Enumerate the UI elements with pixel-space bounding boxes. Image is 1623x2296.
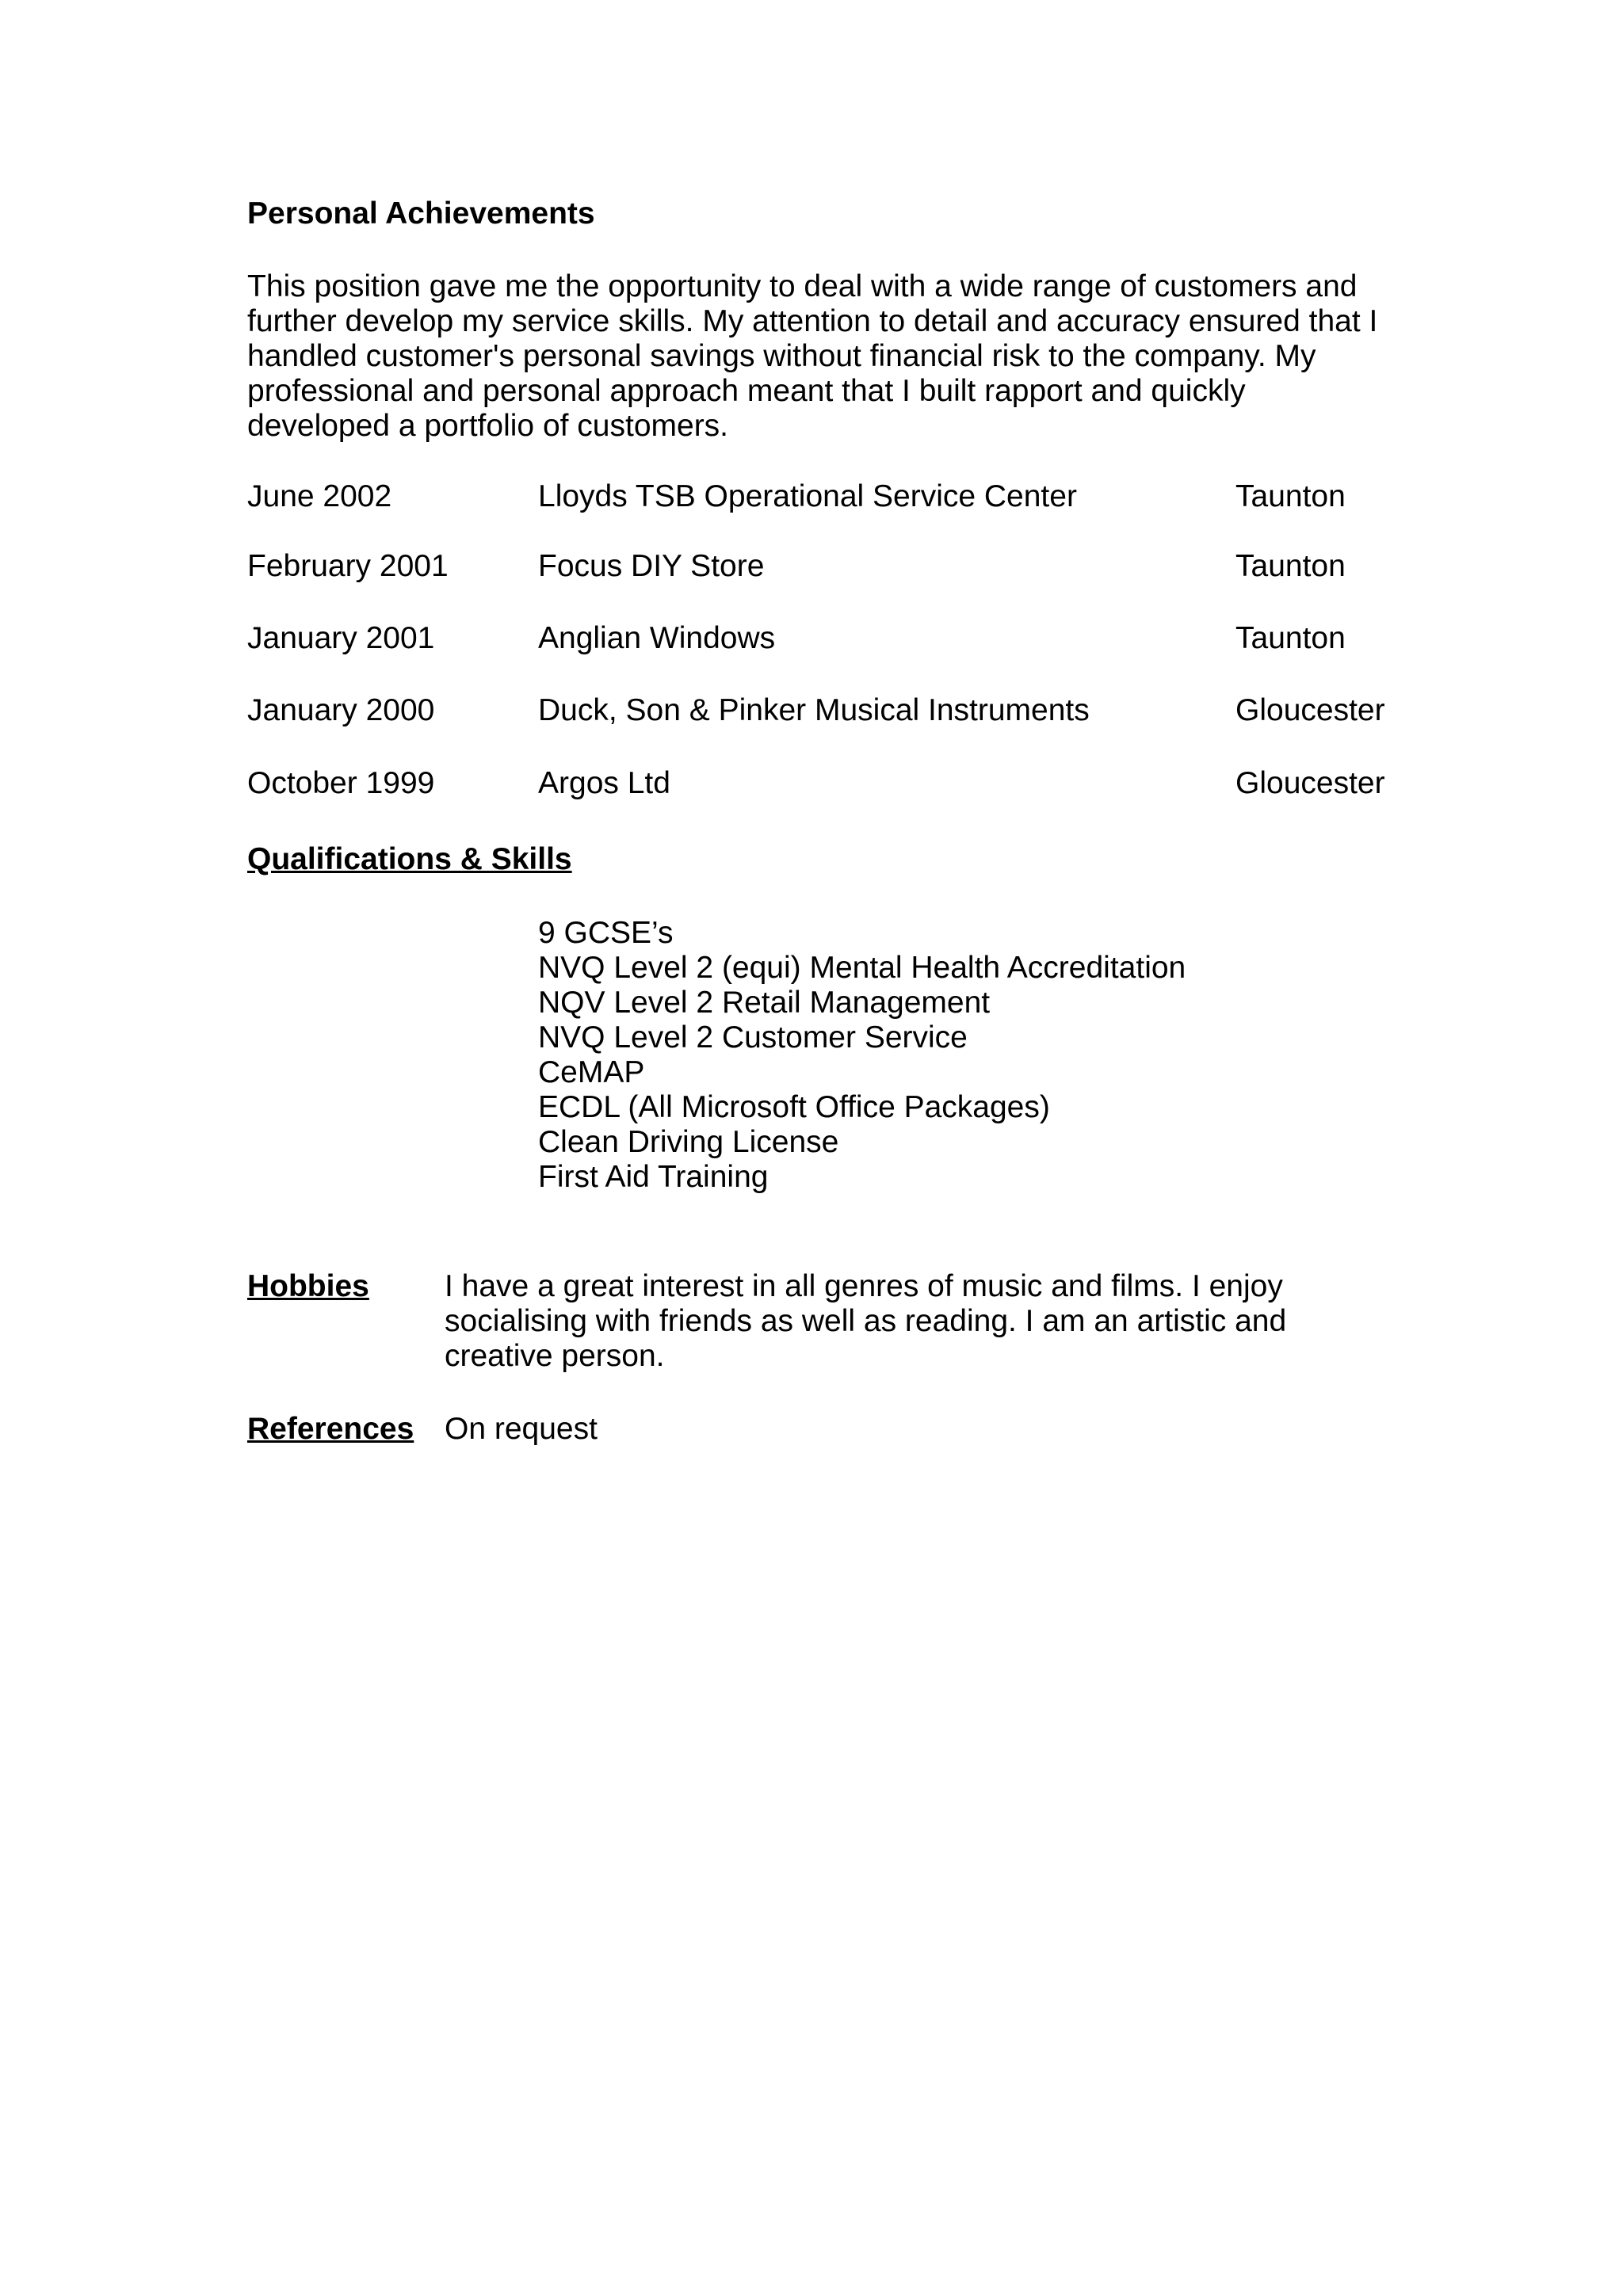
hobbies-text: I have a great interest in all genres of music and films. I enjoy socialising with friends as well as reading. I am an artistic and creative person. [445, 1269, 1287, 1373]
employment-date: January 2001 [247, 621, 435, 655]
qualification-item: NVQ Level 2 (equi) Mental Health Accreditation [538, 951, 1186, 985]
employment-employer: Anglian Windows [538, 621, 776, 655]
employment-row [247, 766, 1396, 801]
references-text: On request [445, 1412, 598, 1446]
employment-row [247, 621, 1396, 656]
qualification-item: First Aid Training [538, 1160, 769, 1194]
employment-date: October 1999 [247, 766, 435, 800]
employment-employer: Duck, Son & Pinker Musical Instruments [538, 693, 1090, 727]
qualification-item: CeMAP [538, 1055, 645, 1089]
employment-row [247, 549, 1396, 584]
employment-location: Taunton [1235, 621, 1346, 655]
qualifications-list [538, 916, 1186, 1195]
qualification-item: NQV Level 2 Retail Management [538, 986, 991, 1020]
qualification-item: ECDL (All Microsoft Office Packages) [538, 1090, 1050, 1124]
employment-date: February 2001 [247, 549, 449, 583]
hobbies-label: Hobbies [247, 1269, 369, 1303]
references-label: References [247, 1412, 414, 1446]
employment-date: June 2002 [247, 479, 392, 513]
employment-location: Gloucester [1235, 693, 1385, 727]
employment-employer: Argos Ltd [538, 766, 670, 800]
achievements-paragraph: This position gave me the opportunity to deal with a wide range of customers and further develop my service skills. My attention to detail and accuracy ensured that I handled customer's personal savings without financial risk to the company. My professional and personal approach meant that I built rapport and quickly developed a portfolio of customers. [247, 269, 1378, 443]
qualification-item: NVQ Level 2 Customer Service [538, 1020, 968, 1055]
achievements-heading: Personal Achievements [247, 196, 595, 231]
employment-row [247, 693, 1396, 728]
employment-location: Gloucester [1235, 766, 1385, 800]
employment-location: Taunton [1235, 479, 1346, 513]
employment-row [247, 479, 1396, 514]
qualifications-heading: Qualifications & Skills [247, 842, 572, 876]
employment-location: Taunton [1235, 549, 1346, 583]
qualification-item: Clean Driving License [538, 1125, 839, 1159]
employment-date: January 2000 [247, 693, 435, 727]
employment-employer: Focus DIY Store [538, 549, 765, 583]
employment-employer: Lloyds TSB Operational Service Center [538, 479, 1077, 513]
qualification-item: 9 GCSE’s [538, 916, 674, 950]
